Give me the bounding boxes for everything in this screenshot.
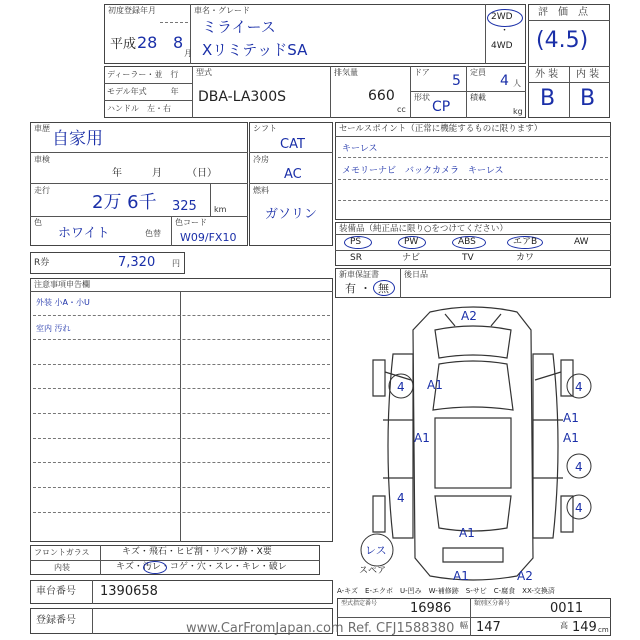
rating-score: (4.5) xyxy=(536,28,589,53)
load-label: 積載 xyxy=(470,93,486,102)
type-approval-label: 型式指定番号 xyxy=(341,600,378,607)
mark-right-door-a1: A1 xyxy=(563,431,579,445)
shape-label: 形状 xyxy=(414,93,430,102)
month-unit: 月 xyxy=(184,49,192,58)
interior-row-value: キズ・汚レ・コゲ・穴・スレ・キレ・破レ xyxy=(116,562,287,572)
drive-4wd: 4WD xyxy=(491,41,513,51)
watermark: www.CarFromJapan.com Ref. CFJ1588380 xyxy=(186,621,455,636)
note-line-2: 室内 汚れ xyxy=(36,324,71,333)
fuel-label: 燃料 xyxy=(253,186,269,195)
fuel-value: ガソリン xyxy=(265,207,318,222)
door-label: ドア xyxy=(414,68,430,77)
mark-rear-a2: A2 xyxy=(517,569,533,583)
drive-dot: ・ xyxy=(500,26,510,36)
class-label: 類別区分番号 xyxy=(474,600,511,607)
capacity-label: 定員 xyxy=(470,68,486,77)
mark-tire-lf: 4 xyxy=(397,380,405,394)
chassis-label: 車台番号 xyxy=(36,586,76,597)
usage-value: 自家用 xyxy=(52,129,103,149)
model-code: DBA-LA300S xyxy=(198,89,287,105)
km-unit: km xyxy=(214,205,227,214)
equip-sr: SR xyxy=(350,253,362,263)
damage-legend: A-キズ E-エクボ U-凹み W-補修跡 S-サビ C-腐食 XX-交換済 xyxy=(337,587,555,595)
registration-label: 登録番号 xyxy=(36,615,76,626)
chassis-value: 1390658 xyxy=(100,584,158,599)
mileage-sub: 325 xyxy=(172,199,197,214)
mark-left-front-a1: A1 xyxy=(427,378,443,392)
rating-label: 評 価 点 xyxy=(538,7,588,18)
mark-tire-rf: 4 xyxy=(575,380,583,394)
model-label: 型式 xyxy=(196,68,212,77)
shift-value: CAT xyxy=(280,137,305,152)
capacity-unit: 人 xyxy=(513,79,521,88)
color-label: 色 xyxy=(34,218,42,227)
drive-2wd: 2WD xyxy=(491,12,513,22)
equip-aw: AW xyxy=(574,237,589,247)
capacity-value: 4 xyxy=(500,73,509,89)
equip-abs: ABS xyxy=(458,237,476,247)
shift-label: シフト xyxy=(253,124,277,133)
windshield-value: キズ・飛石・ヒビ割・リペア跡・X要 xyxy=(122,547,272,557)
car-grade: XリミテッドSA xyxy=(202,41,308,59)
note-line-1: 外装 小A・小U xyxy=(36,298,90,307)
mark-tire-rr: 4 xyxy=(575,460,583,474)
windshield-label: フロントガラス xyxy=(34,548,90,557)
mark-right-front-a1: A1 xyxy=(563,411,579,425)
kg-unit: kg xyxy=(513,107,523,116)
equip-leather: カワ xyxy=(516,253,535,263)
equip-airbag: エアB xyxy=(513,237,538,247)
model-year-label: モデル年式 年 xyxy=(107,87,179,96)
mileage-label: 走行 xyxy=(34,186,50,195)
mileage-value: 2万 6千 xyxy=(92,192,157,213)
color-change-label: 色替 xyxy=(145,229,161,238)
spare-circle: レス xyxy=(365,544,387,557)
handle-label: ハンドル 左・右 xyxy=(107,104,171,113)
mark-rear-low-a1: A1 xyxy=(453,569,469,583)
spare-label: スペア xyxy=(359,566,387,576)
sales-point-1: キーレス xyxy=(342,144,378,154)
reg-year: 28 xyxy=(137,33,158,52)
recycle-panel xyxy=(30,252,185,274)
interior-grade: B xyxy=(580,86,596,111)
mark-front-a2: A2 xyxy=(461,309,477,323)
after-item-label: 後日品 xyxy=(404,270,428,279)
shape-value: CP xyxy=(432,99,451,115)
interior-row-label: 内装 xyxy=(54,563,70,572)
doors-value: 5 xyxy=(452,73,461,89)
width-value: 147 xyxy=(476,620,501,635)
width-label: 幅 xyxy=(460,621,468,630)
recycle-unit: 円 xyxy=(172,259,180,268)
sales-points-label: セールスポイント（正常に機能するものに限ります） xyxy=(339,124,543,134)
inspection-date: 年 月 （日） xyxy=(112,168,217,179)
equip-tv: TV xyxy=(462,253,474,263)
notes-label: 注意事項申告欄 xyxy=(34,280,90,289)
car-name-label: 車名・グレード xyxy=(194,6,250,15)
interior-label: 内 装 xyxy=(576,69,600,80)
displacement-value: 660 xyxy=(368,88,395,104)
type-approval-value: 16986 xyxy=(410,601,452,616)
mark-rear-a1: A1 xyxy=(459,526,475,540)
color-value: ホワイト xyxy=(58,226,110,241)
car-name: ミライース xyxy=(202,18,276,36)
equipment-label: 装備品（純正品に限り○をつけてください） xyxy=(339,224,508,234)
displacement-label: 排気量 xyxy=(334,68,358,77)
color-code-value: W09/FX10 xyxy=(180,231,237,244)
color-code-label: 色コード xyxy=(175,218,207,227)
cm-unit: cm xyxy=(598,626,609,634)
era: 平成 xyxy=(110,37,137,52)
equip-ps: PS xyxy=(350,237,362,247)
warranty-dot: ・ xyxy=(360,282,371,295)
height-label: 高 xyxy=(560,621,568,630)
car-diagram xyxy=(335,300,611,586)
cc-unit: cc xyxy=(397,105,406,114)
first-reg-label: 初度登録年月 xyxy=(108,6,156,15)
aircon-label: 冷房 xyxy=(253,155,269,164)
sales-point-2: メモリーナビ バックカメラ キーレス xyxy=(342,166,504,176)
inspection-label: 車検 xyxy=(34,155,50,164)
equip-navi: ナビ xyxy=(402,253,421,263)
mark-tire-lr: 4 xyxy=(397,491,405,505)
header-panel xyxy=(104,4,526,64)
recycle-label: R券 xyxy=(34,258,50,268)
dealer-label: ディーラー・並 行 xyxy=(107,70,179,79)
height-value: 149 xyxy=(572,620,597,635)
reg-month: 8 xyxy=(173,33,184,52)
exterior-label: 外 装 xyxy=(535,69,559,80)
notes-panel xyxy=(30,278,333,542)
recycle-value: 7,320 xyxy=(118,255,156,270)
aircon-value: AC xyxy=(284,167,302,182)
mark-left-door-a1: A1 xyxy=(414,431,430,445)
warranty-no: 無 xyxy=(378,282,389,295)
class-value: 0011 xyxy=(550,601,584,616)
exterior-grade: B xyxy=(540,86,556,111)
warranty-label: 新車保証書 xyxy=(339,270,379,279)
equip-pw: PW xyxy=(404,237,419,247)
usage-label: 車歴 xyxy=(34,124,50,133)
warranty-yes: 有 xyxy=(345,282,356,295)
mark-tire-spare: 4 xyxy=(575,501,583,515)
